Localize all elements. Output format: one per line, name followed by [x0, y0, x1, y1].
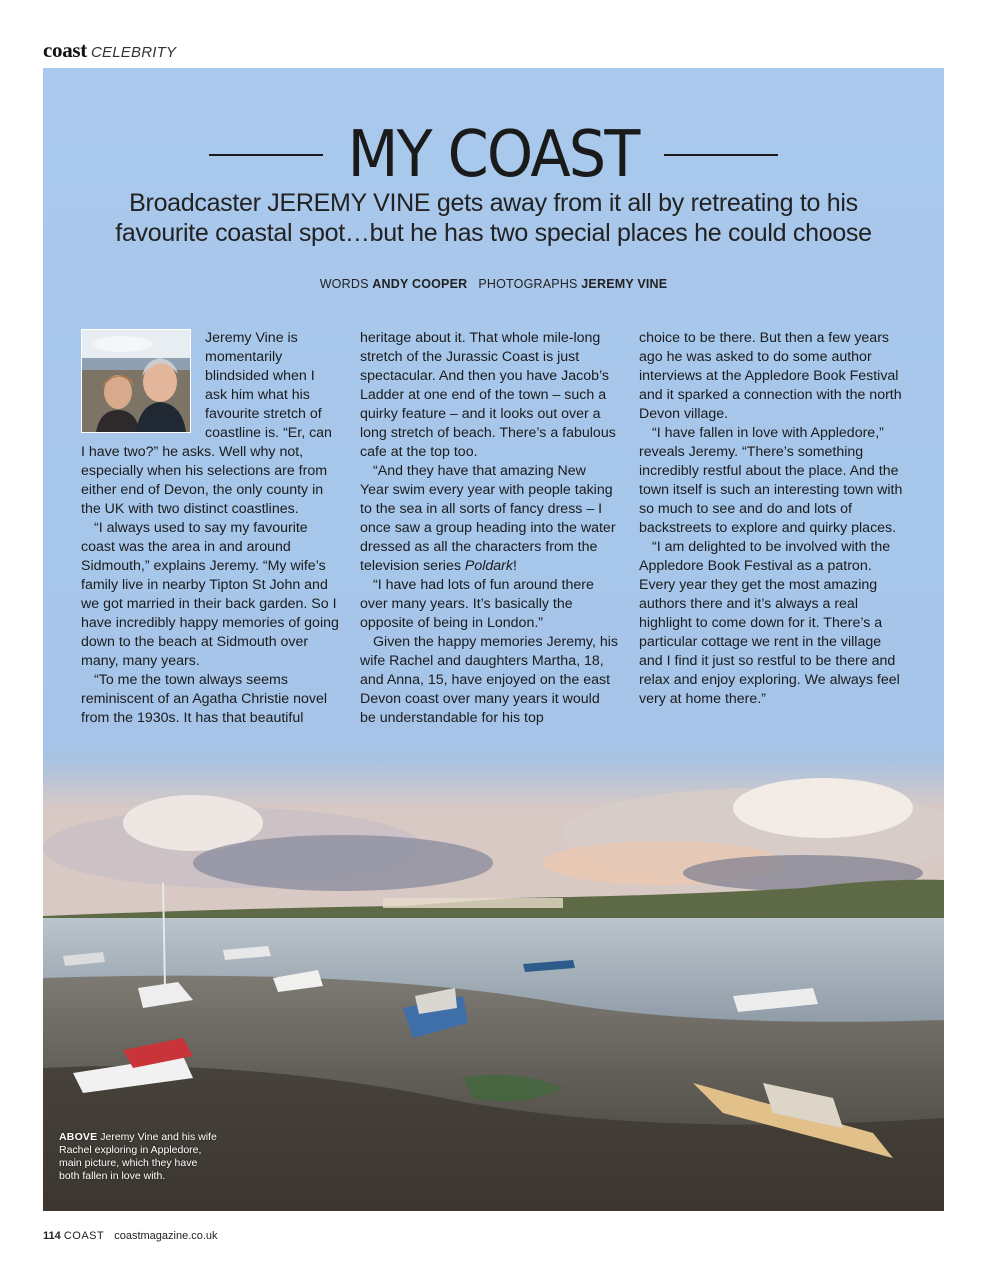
- col3-paragraph-3: “I am delighted to be involved with the Appledore Book Festival as a patron. Every year they get the most amazing authors there and it’s always a real highlight to come down for it. There’s a particular cottage we rent in the village and I find it just so restful to be there and relax and enjoy exploring. We always feel very at home there.”: [639, 539, 900, 707]
- caption-text: Jeremy Vine and his wife Rachel exploring in Appledore, main picture, which they have both fallen in love with.: [59, 1131, 217, 1182]
- col2-paragraph-2-text: “And they have that amazing New Year swim every year with people taking to the sea in all sorts of fancy dress – I once saw a group heading into the water dressed as all the characters from the television series: [360, 463, 616, 574]
- photo-caption: [59, 1131, 219, 1183]
- body-column-2: [360, 329, 618, 728]
- col1-paragraph-2: “I always used to say my favourite coast was the area in and around Sidmouth,” explains Jeremy. “My wife’s family live in nearby Tipton St John and we got married in their back garden. So I have incredibly happy memories of going down to the beach at Sidmouth over many, many years.: [81, 520, 339, 669]
- col2-paragraph-2: [360, 462, 618, 576]
- col1-paragraph-1: Jeremy Vine is momentarily blindsided when I ask him what his favourite stretch of coastline is. “Er, can I have two?” he asks. Well why not, especially when his selections are from either end of Devon, the only county in the UK with two distinct coastlines.: [81, 330, 332, 517]
- col2-paragraph-4: Given the happy memories Jeremy, his wife Rachel and daughters Martha, 18, and Anna, 15, have enjoyed on the east Devon coast over many years it would be understandable for his top: [360, 634, 618, 726]
- col3-paragraph-1: choice to be there. But then a few years ago he was asked to do some author interviews at the Appledore Book Festival and it sparked a connection with the north Devon village.: [639, 330, 902, 422]
- col1-paragraph-3: “To me the town always seems reminiscent of an Agatha Christie novel from the 1930s. It has that beautiful: [81, 672, 328, 726]
- article-panel: [43, 68, 944, 1211]
- folio-magazine: COAST: [63, 1230, 105, 1242]
- folio-page-and-title: [43, 1230, 104, 1242]
- col2-paragraph-3: “I have had lots of fun around there over many years. It’s basically the opposite of being in London.”: [360, 577, 594, 631]
- poldark-title: Poldark: [464, 558, 513, 574]
- title-row: [43, 110, 944, 200]
- col2-paragraph-1: heritage about it. That whole mile-long stretch of the Jurassic Coast is just spectacular. And then you have Jacob’s Ladder at one end of the town – such a quirky feature – and it looks out over a long stretch of beach. There’s a fabulous cafe at the top too.: [360, 330, 616, 460]
- body-column-1: [81, 329, 339, 728]
- section-label: CELEBRITY: [91, 44, 177, 61]
- words-name: ANDY COOPER: [372, 277, 468, 291]
- running-head: [43, 38, 176, 64]
- magazine-brand: coast: [43, 38, 87, 62]
- credits: [43, 277, 944, 291]
- title-rule-left: [209, 154, 323, 156]
- inset-photo-image: [82, 330, 190, 432]
- photos-label: PHOTOGRAPHS: [478, 277, 578, 291]
- inset-photo: [81, 329, 191, 433]
- words-label: WORDS: [319, 277, 369, 291]
- photos-name: JEREMY VINE: [581, 277, 668, 291]
- col3-paragraph-2: “I have fallen in love with Appledore,” reveals Jeremy. “There’s something incredibly restful about the place. And the town itself is such an interesting town with so much to see and do and lots of backstreets to explore and quirky places.: [639, 425, 903, 536]
- caption-lead: ABOVE: [59, 1131, 98, 1143]
- folio: [43, 1230, 218, 1242]
- folio-url: coastmagazine.co.uk: [114, 1230, 218, 1242]
- page-title: MY COAST: [348, 118, 639, 192]
- title-rule-right: [664, 154, 778, 156]
- standfirst: Broadcaster JEREMY VINE gets away from it all by retreating to his favourite coastal spot…but he has two special places he could choose: [115, 189, 872, 247]
- page-number: 114: [43, 1230, 61, 1242]
- col2-paragraph-2-end: !: [513, 558, 517, 574]
- body-column-3: [639, 329, 903, 709]
